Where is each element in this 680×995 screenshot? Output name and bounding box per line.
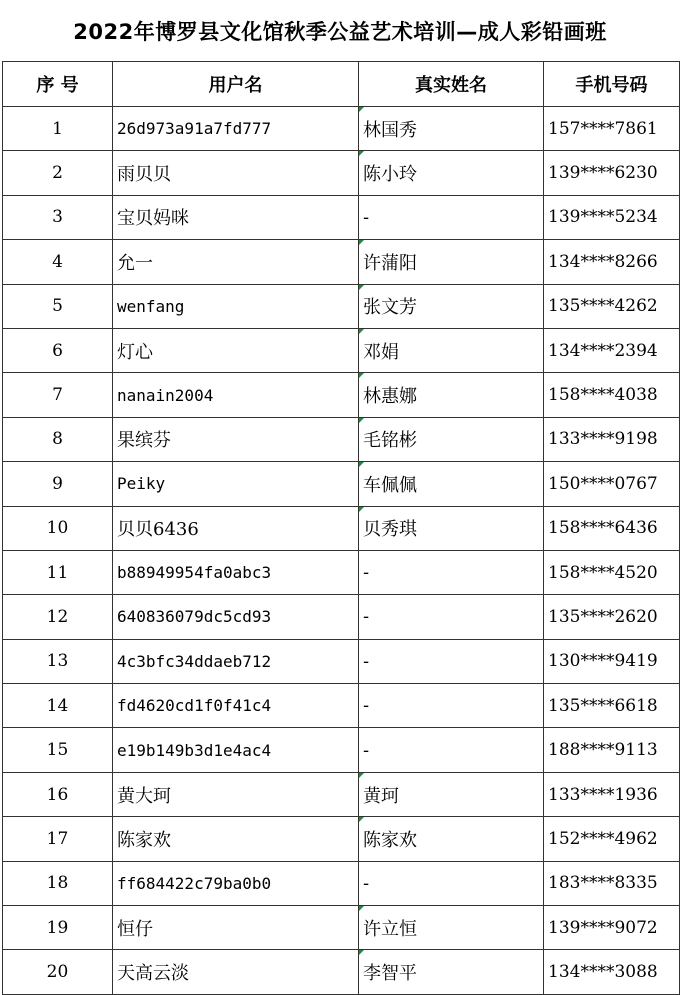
table-row <box>3 639 680 683</box>
cell-username[interactable]: 黄大珂 <box>113 772 359 816</box>
cell-phone[interactable]: 183****8335 <box>544 861 680 905</box>
cell-real-name[interactable]: - <box>359 684 544 728</box>
cell-username[interactable]: 陈家欢 <box>113 817 359 861</box>
cell-real-name[interactable]: 陈家欢 <box>359 817 544 861</box>
cell-index[interactable]: 4 <box>3 240 113 284</box>
cell-phone[interactable]: 139****6230 <box>544 151 680 195</box>
table-row <box>3 684 680 728</box>
cell-username[interactable]: e19b149b3d1e4ac4 <box>113 728 359 772</box>
cell-real-name[interactable]: - <box>359 861 544 905</box>
table-row <box>3 950 680 994</box>
cell-phone[interactable]: 158****4038 <box>544 373 680 417</box>
cell-index[interactable]: 17 <box>3 817 113 861</box>
cell-phone[interactable]: 157****7861 <box>544 107 680 151</box>
cell-phone[interactable]: 150****0767 <box>544 462 680 506</box>
cell-username[interactable]: 雨贝贝 <box>113 151 359 195</box>
cell-index[interactable]: 9 <box>3 462 113 506</box>
cell-index[interactable]: 16 <box>3 772 113 816</box>
table-row <box>3 107 680 151</box>
cell-index[interactable]: 3 <box>3 195 113 239</box>
cell-index[interactable]: 15 <box>3 728 113 772</box>
cell-username[interactable]: 4c3bfc34ddaeb712 <box>113 639 359 683</box>
cell-username[interactable]: b88949954fa0abc3 <box>113 550 359 594</box>
cell-username[interactable]: fd4620cd1f0f41c4 <box>113 684 359 728</box>
cell-phone[interactable]: 152****4962 <box>544 817 680 861</box>
cell-index[interactable]: 5 <box>3 284 113 328</box>
header-real-name[interactable]: 真实姓名 <box>359 62 544 107</box>
table-row <box>3 728 680 772</box>
cell-username[interactable]: 天高云淡 <box>113 950 359 994</box>
cell-username[interactable]: ff684422c79ba0b0 <box>113 861 359 905</box>
cell-phone[interactable]: 158****6436 <box>544 506 680 550</box>
cell-username[interactable]: Peiky <box>113 462 359 506</box>
cell-index[interactable]: 1 <box>3 107 113 151</box>
registration-table <box>2 61 680 995</box>
cell-index[interactable]: 13 <box>3 639 113 683</box>
cell-phone[interactable]: 158****4520 <box>544 550 680 594</box>
cell-username[interactable]: 640836079dc5cd93 <box>113 595 359 639</box>
cell-phone[interactable]: 135****2620 <box>544 595 680 639</box>
cell-real-name[interactable]: 林惠娜 <box>359 373 544 417</box>
table-row <box>3 861 680 905</box>
cell-phone[interactable]: 135****6618 <box>544 684 680 728</box>
cell-real-name[interactable]: - <box>359 195 544 239</box>
header-username[interactable]: 用户名 <box>113 62 359 107</box>
cell-phone[interactable]: 133****1936 <box>544 772 680 816</box>
cell-real-name[interactable]: 许蒲阳 <box>359 240 544 284</box>
cell-real-name[interactable]: 张文芳 <box>359 284 544 328</box>
cell-real-name[interactable]: 毛铭彬 <box>359 417 544 461</box>
table-body <box>3 107 680 995</box>
cell-index[interactable]: 6 <box>3 328 113 372</box>
cell-phone[interactable]: 134****2394 <box>544 328 680 372</box>
cell-username[interactable]: nanain2004 <box>113 373 359 417</box>
cell-username[interactable]: 果缤芬 <box>113 417 359 461</box>
table-header <box>3 62 680 107</box>
cell-index[interactable]: 18 <box>3 861 113 905</box>
cell-index[interactable]: 12 <box>3 595 113 639</box>
cell-phone[interactable]: 135****4262 <box>544 284 680 328</box>
cell-real-name[interactable]: 邓娟 <box>359 328 544 372</box>
cell-real-name[interactable]: 许立恒 <box>359 906 544 950</box>
cell-real-name[interactable]: 黄珂 <box>359 772 544 816</box>
cell-username[interactable]: wenfang <box>113 284 359 328</box>
cell-real-name[interactable]: 李智平 <box>359 950 544 994</box>
cell-index[interactable]: 2 <box>3 151 113 195</box>
sheet-title: 2022年博罗县文化馆秋季公益艺术培训—成人彩铅画班 <box>73 20 607 44</box>
header-index[interactable]: 序 号 <box>3 62 113 107</box>
table-row <box>3 328 680 372</box>
cell-index[interactable]: 14 <box>3 684 113 728</box>
cell-index[interactable]: 7 <box>3 373 113 417</box>
header-phone[interactable]: 手机号码 <box>544 62 680 107</box>
table-row <box>3 240 680 284</box>
cell-phone[interactable]: 130****9419 <box>544 639 680 683</box>
cell-username[interactable]: 宝贝妈咪 <box>113 195 359 239</box>
cell-index[interactable]: 10 <box>3 506 113 550</box>
cell-username[interactable]: 灯心 <box>113 328 359 372</box>
cell-real-name[interactable]: - <box>359 550 544 594</box>
table-row <box>3 195 680 239</box>
cell-index[interactable]: 11 <box>3 550 113 594</box>
cell-real-name[interactable]: - <box>359 639 544 683</box>
table-row <box>3 506 680 550</box>
cell-index[interactable]: 8 <box>3 417 113 461</box>
cell-username[interactable]: 恒仔 <box>113 906 359 950</box>
cell-real-name[interactable]: 陈小玲 <box>359 151 544 195</box>
table-row <box>3 817 680 861</box>
cell-phone[interactable]: 134****3088 <box>544 950 680 994</box>
cell-phone[interactable]: 134****8266 <box>544 240 680 284</box>
cell-username[interactable]: 允一 <box>113 240 359 284</box>
cell-index[interactable]: 20 <box>3 950 113 994</box>
cell-real-name[interactable]: 贝秀琪 <box>359 506 544 550</box>
table-row <box>3 595 680 639</box>
header-row <box>3 62 680 107</box>
cell-real-name[interactable]: 车佩佩 <box>359 462 544 506</box>
cell-real-name[interactable]: 林国秀 <box>359 107 544 151</box>
table-row <box>3 906 680 950</box>
cell-real-name[interactable]: - <box>359 728 544 772</box>
cell-phone[interactable]: 188****9113 <box>544 728 680 772</box>
cell-username[interactable]: 26d973a91a7fd777 <box>113 107 359 151</box>
cell-real-name[interactable]: - <box>359 595 544 639</box>
table-row <box>3 151 680 195</box>
table-row <box>3 417 680 461</box>
cell-username[interactable]: 贝贝6436 <box>113 506 359 550</box>
table-row <box>3 462 680 506</box>
cell-phone[interactable]: 139****5234 <box>544 195 680 239</box>
table-row <box>3 284 680 328</box>
table-row <box>3 550 680 594</box>
cell-phone[interactable]: 133****9198 <box>544 417 680 461</box>
table-row <box>3 772 680 816</box>
cell-index[interactable]: 19 <box>3 906 113 950</box>
cell-phone[interactable]: 139****9072 <box>544 906 680 950</box>
table-row <box>3 373 680 417</box>
